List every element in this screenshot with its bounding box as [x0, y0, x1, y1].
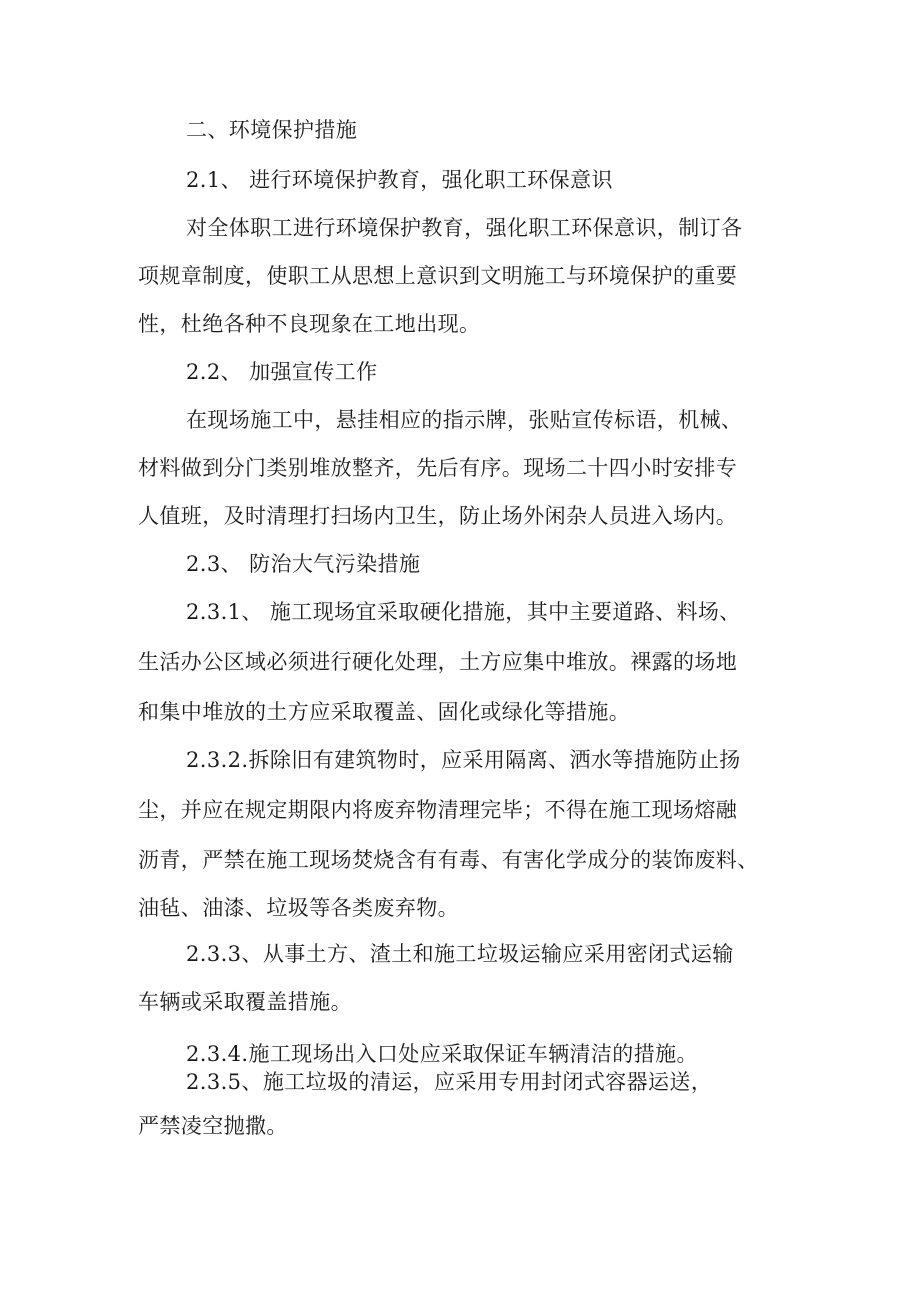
- paragraph-line: 油毡、油漆、垃圾等各类废弃物。: [138, 896, 459, 920]
- paragraph-line: 项规章制度，使职工从思想上意识到文明施工与环境保护的重要: [138, 264, 738, 288]
- subsection-heading-2-2: 2.2、 加强宣传工作: [186, 360, 378, 384]
- paragraph-line: 对全体职工进行环境保护教育，强化职工环保意识，制订各: [186, 216, 743, 240]
- paragraph-line: 和集中堆放的土方应采取覆盖、固化或绿化等措施。: [138, 700, 631, 724]
- paragraph-line: 2.3.1、 施工现场宜采取硬化措施，其中主要道路、料场、: [186, 600, 741, 624]
- paragraph-line: 车辆或采取覆盖措施。: [138, 990, 352, 1014]
- subsection-heading-2-3: 2.3、 防治大气污染措施: [186, 552, 421, 576]
- paragraph-line: 沥青，严禁在施工现场焚烧含有有毒、有害化学成分的装饰废料、: [138, 848, 759, 872]
- paragraph-line: 性，杜绝各种不良现象在工地出现。: [138, 312, 481, 336]
- paragraph-line: 在现场施工中，悬挂相应的指示牌，张贴宣传标语，机械、: [186, 408, 743, 432]
- paragraph-line: 2.3.4.施工现场出入口处应采取保证车辆清洁的措施。: [186, 1042, 698, 1066]
- paragraph-line: 2.3.3、从事土方、渣土和施工垃圾运输应采用密闭式运输: [186, 942, 734, 966]
- subsection-heading-2-1: 2.1、 进行环境保护教育，强化职工环保意识: [186, 168, 613, 192]
- paragraph-line: 尘，并应在规定期限内将废弃物清理完毕；不得在施工现场熔融: [138, 798, 738, 822]
- paragraph-line: 2.3.2.拆除旧有建筑物时，应采用隔离、洒水等措施防止扬: [186, 748, 741, 772]
- paragraph-line: 人值班，及时清理打扫场内卫生，防止场外闲杂人员进入场内。: [138, 504, 738, 528]
- paragraph-line: 严禁凌空抛撒。: [138, 1114, 288, 1138]
- section-heading: 二、环境保护措施: [186, 118, 358, 142]
- paragraph-line: 材料做到分门类别堆放整齐，先后有序。现场二十四小时安排专: [138, 456, 738, 480]
- paragraph-line: 生活办公区域必须进行硬化处理，土方应集中堆放。裸露的场地: [138, 650, 738, 674]
- paragraph-line: 2.3.5、施工垃圾的清运，应采用专用封闭式容器运送，: [186, 1070, 713, 1094]
